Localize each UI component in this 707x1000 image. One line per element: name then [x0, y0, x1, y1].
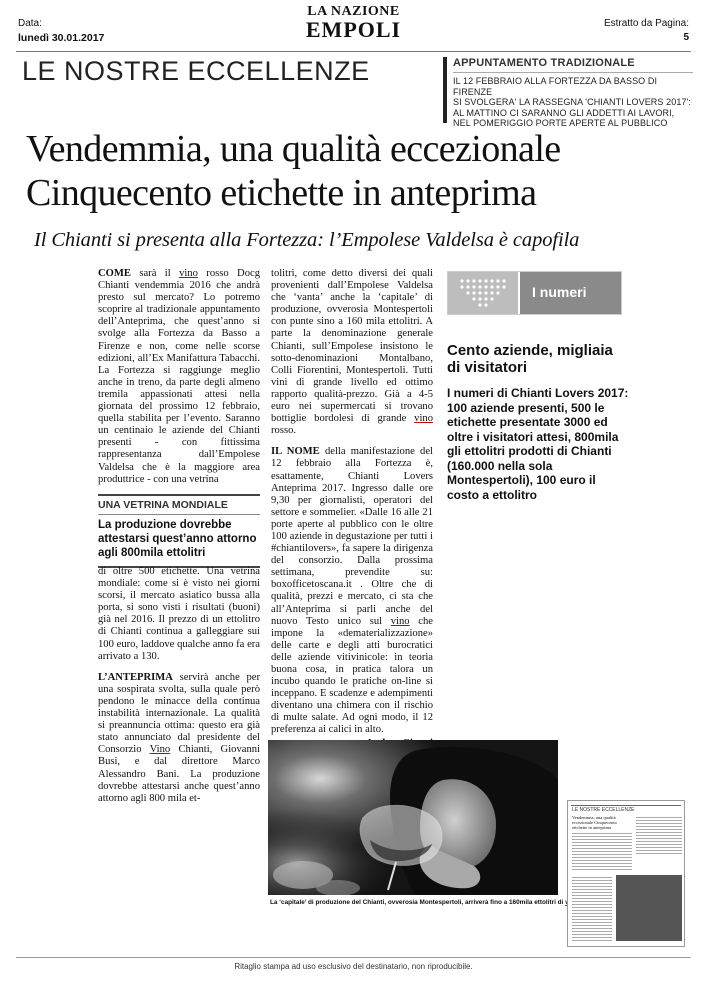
headline-line-2: Cinquecento etichette in anteprima: [26, 172, 537, 214]
keyword-vino: vino: [390, 615, 410, 627]
numeri-text: I numeri di Chianti Lovers 2017: 100 aziende presenti, 500 le etichette presentate 3000 ed oltre i visitatori attesi, 800mila gli ettolitri prodotti di Chianti (160.000 nella sola Montespertoli), 100 euro il costo a ettolitro: [447, 386, 629, 502]
appointment-title: APPUNTAMENTO TRADIZIONALE: [453, 57, 635, 69]
article-column-1b: di oltre 500 etichette. Una vetrina mondiale: come si è visto nei giorni scorsi, il mercato asiatico bussa alla porta, si sono visti i risultati (buoni) già nel 2016. Il prezzo di un ettolitro di Chianti continua a galleggiare sui 100 euro, laddove qualche anno fa era arrivato a 130. L’ANTEPRIMA servirà anche per una sospirata svolta, sulla quale però pendono le minacce della continua instabilità internazionale. La qualità si preannuncia ottima: questo era già stato annunciato dal presidente del Consorzio Vino Chianti, Giovanni Busi, e dal direttore Marco Alessandro Bani. La produzione dovrebbe attestarsi anche quest’anno attorno agli 800 mila et-: [98, 566, 260, 804]
appointment-line-2: SI SVOLGERA' LA RASSEGNA 'CHIANTI LOVERS 2017':: [453, 97, 691, 107]
page-thumbnail: [567, 800, 685, 947]
masthead-paper: LA NAZIONE: [307, 4, 400, 19]
section-title: LE NOSTRE ECCELLENZE: [22, 56, 370, 86]
col1-paragraph-2: di oltre 500 etichette. Una vetrina mondiale: come si è visto nei giorni scorsi, il mercato asiatico bussa alla porta, si sono visti i risultati (buoni) già nel 2016. Il prezzo di un ettolitro di Chianti continua a galleggiare sui 100 euro, laddove qualche anno fa era arrivato a 130.: [98, 566, 260, 662]
appointment-line-3: AL MATTINO CI SARANNO GLI ADDETTI AI LAVORI,: [453, 107, 675, 118]
date-label: Data:: [18, 18, 42, 29]
numeri-label: I numeri: [532, 284, 587, 300]
article-photo: [268, 740, 558, 895]
keyword-vino: Vino: [149, 744, 171, 756]
numeri-title: Cento aziende, migliaia di visitatori: [447, 342, 613, 376]
page-number: 5: [683, 32, 689, 43]
col1-lead: COME: [98, 268, 131, 279]
appointment-line-1: IL 12 FEBBRAIO ALLA FORTEZZA DA BASSO DI FIRENZE: [453, 76, 658, 97]
article-column-2: tolitri, come detto diversi dei quali provenienti dall’Empolese Valdelsa che ‘vanta’ anche la ‘capitale’ di produzione, ovverosia Montespertoli con punte sino a 160 mila ettolitri. A parte la denominazione generale Chianti, sull’Empolese insistono le sotto-denominazioni Montalbano, Colli Fiorentini, Montespertoli. Tutti vini di grande livello ed ottimo rapporto qualità-prezzo. Già a 4-5 euro nei supermercati si trovano bottiglie bordolesi di grande vino rosso. IL NOME della manifestazione del 12 febbraio alla Fortezza è, esattamente, Chianti Lovers Anteprima 2017. Ingresso dalle ore 9,30 per giornalisti, operatori del settore e sommelier. «Dalle 16 alle 21 porte aperte al pubblico con le oltre 100 aziende in degustazione per tutti i #chiantilovers», fa sapere la dirigenza del consorzio. Dalla prossima settimana, prevendite su: boxofficetoscana.it . Oltre che di qualità, prezzi e mercato, ci sta che all’Anteprima si parli anche del nuovo Testo unico sul vino che impone la «dematerializzazione» delle carte e degli atti burocratici delle aziende vitivinicole: in teoria buona cosa, in pratica talora un incubo quando le pratiche on-line si inceppano. E scadenze e adempimenti diventano una chimera con il rischio di multe salate. Ad ogni modo, il 12 preferenza ai calici in alto.: [271, 268, 433, 750]
subhead: Il Chianti si presenta alla Fortezza: l’Empolese Valdelsa è capofila: [34, 229, 580, 251]
appointment-line-4: NEL POMERIGGIO PORTE APERTE AL PUBBLICO: [453, 118, 668, 128]
numeri-header: [447, 271, 622, 315]
header-rule: [16, 51, 691, 52]
numeri-bar: [520, 272, 621, 314]
footer-rule: [16, 957, 691, 958]
vetrina-box: [98, 494, 260, 568]
masthead-city: EMPOLI: [305, 17, 402, 42]
numeri-logo: [448, 272, 518, 314]
col2-lead: IL NOME: [271, 446, 320, 458]
dots-grid-icon: [448, 272, 518, 314]
date-value: lunedì 30.01.2017: [18, 32, 105, 44]
footer-note: Ritaglio stampa ad uso esclusivo del destinatario, non riproducibile.: [234, 962, 473, 971]
thumbnail-text-block: [572, 831, 632, 871]
thumbnail-photo: [616, 875, 682, 941]
headline-line-1: Vendemmia, una qualità eccezionale: [26, 128, 561, 170]
appointment-box: [453, 57, 693, 129]
masthead: [0, 4, 707, 43]
thumbnail-section: LE NOSTRE ECCELLENZE: [572, 807, 635, 813]
thumbnail-text-block: [572, 875, 612, 941]
thumbnail-headline: Vendemmia, una qualità eccezionale Cinquecento etichette in anteprima: [572, 815, 617, 830]
vetrina-title: UNA VETRINA MONDIALE: [98, 499, 228, 511]
keyword-vino: vino: [414, 413, 433, 425]
thumbnail-text-block: [636, 815, 682, 855]
keyword-vino: vino: [179, 268, 198, 279]
page-label: Estratto da Pagina:: [603, 18, 689, 29]
vetrina-text: La produzione dovrebbe attestarsi quest’anno attorno agli 800mila ettolitri: [98, 519, 257, 559]
article-column-1: COME sarà il vino rosso Docg Chianti vendemmia 2016 che andrà presto sul mercato? Lo potremo scoprire al tradizionale appuntamento dell’Anteprima, che quest’anno si svolge alla Fortezza da Basso a Firenze e non, come nelle scorse edizioni, all’Ex Manifattura Tabacchi. La Fortezza si raggiunge meglio anche in treno, da parte degli almeno tremila appassionati attesi nella giornata del prossimo 12 febbraio, quella stabilita per l’evento. Saranno un centinaio le aziende del Chianti presenti - con fittissima rappresentanza dall’Empolese Valdelsa che è la maggiore area produttrice - con una vetrina: [98, 268, 260, 485]
photo-caption: La ‘capitale’ di produzione del Chianti, ovverosia Montespertoli, arriverà fino a 160mila ettolitri di: [270, 899, 578, 906]
appointment-bar: [443, 57, 447, 123]
wine-taster-photo: [268, 740, 558, 895]
col1-lead-2: L’ANTEPRIMA: [98, 671, 173, 683]
